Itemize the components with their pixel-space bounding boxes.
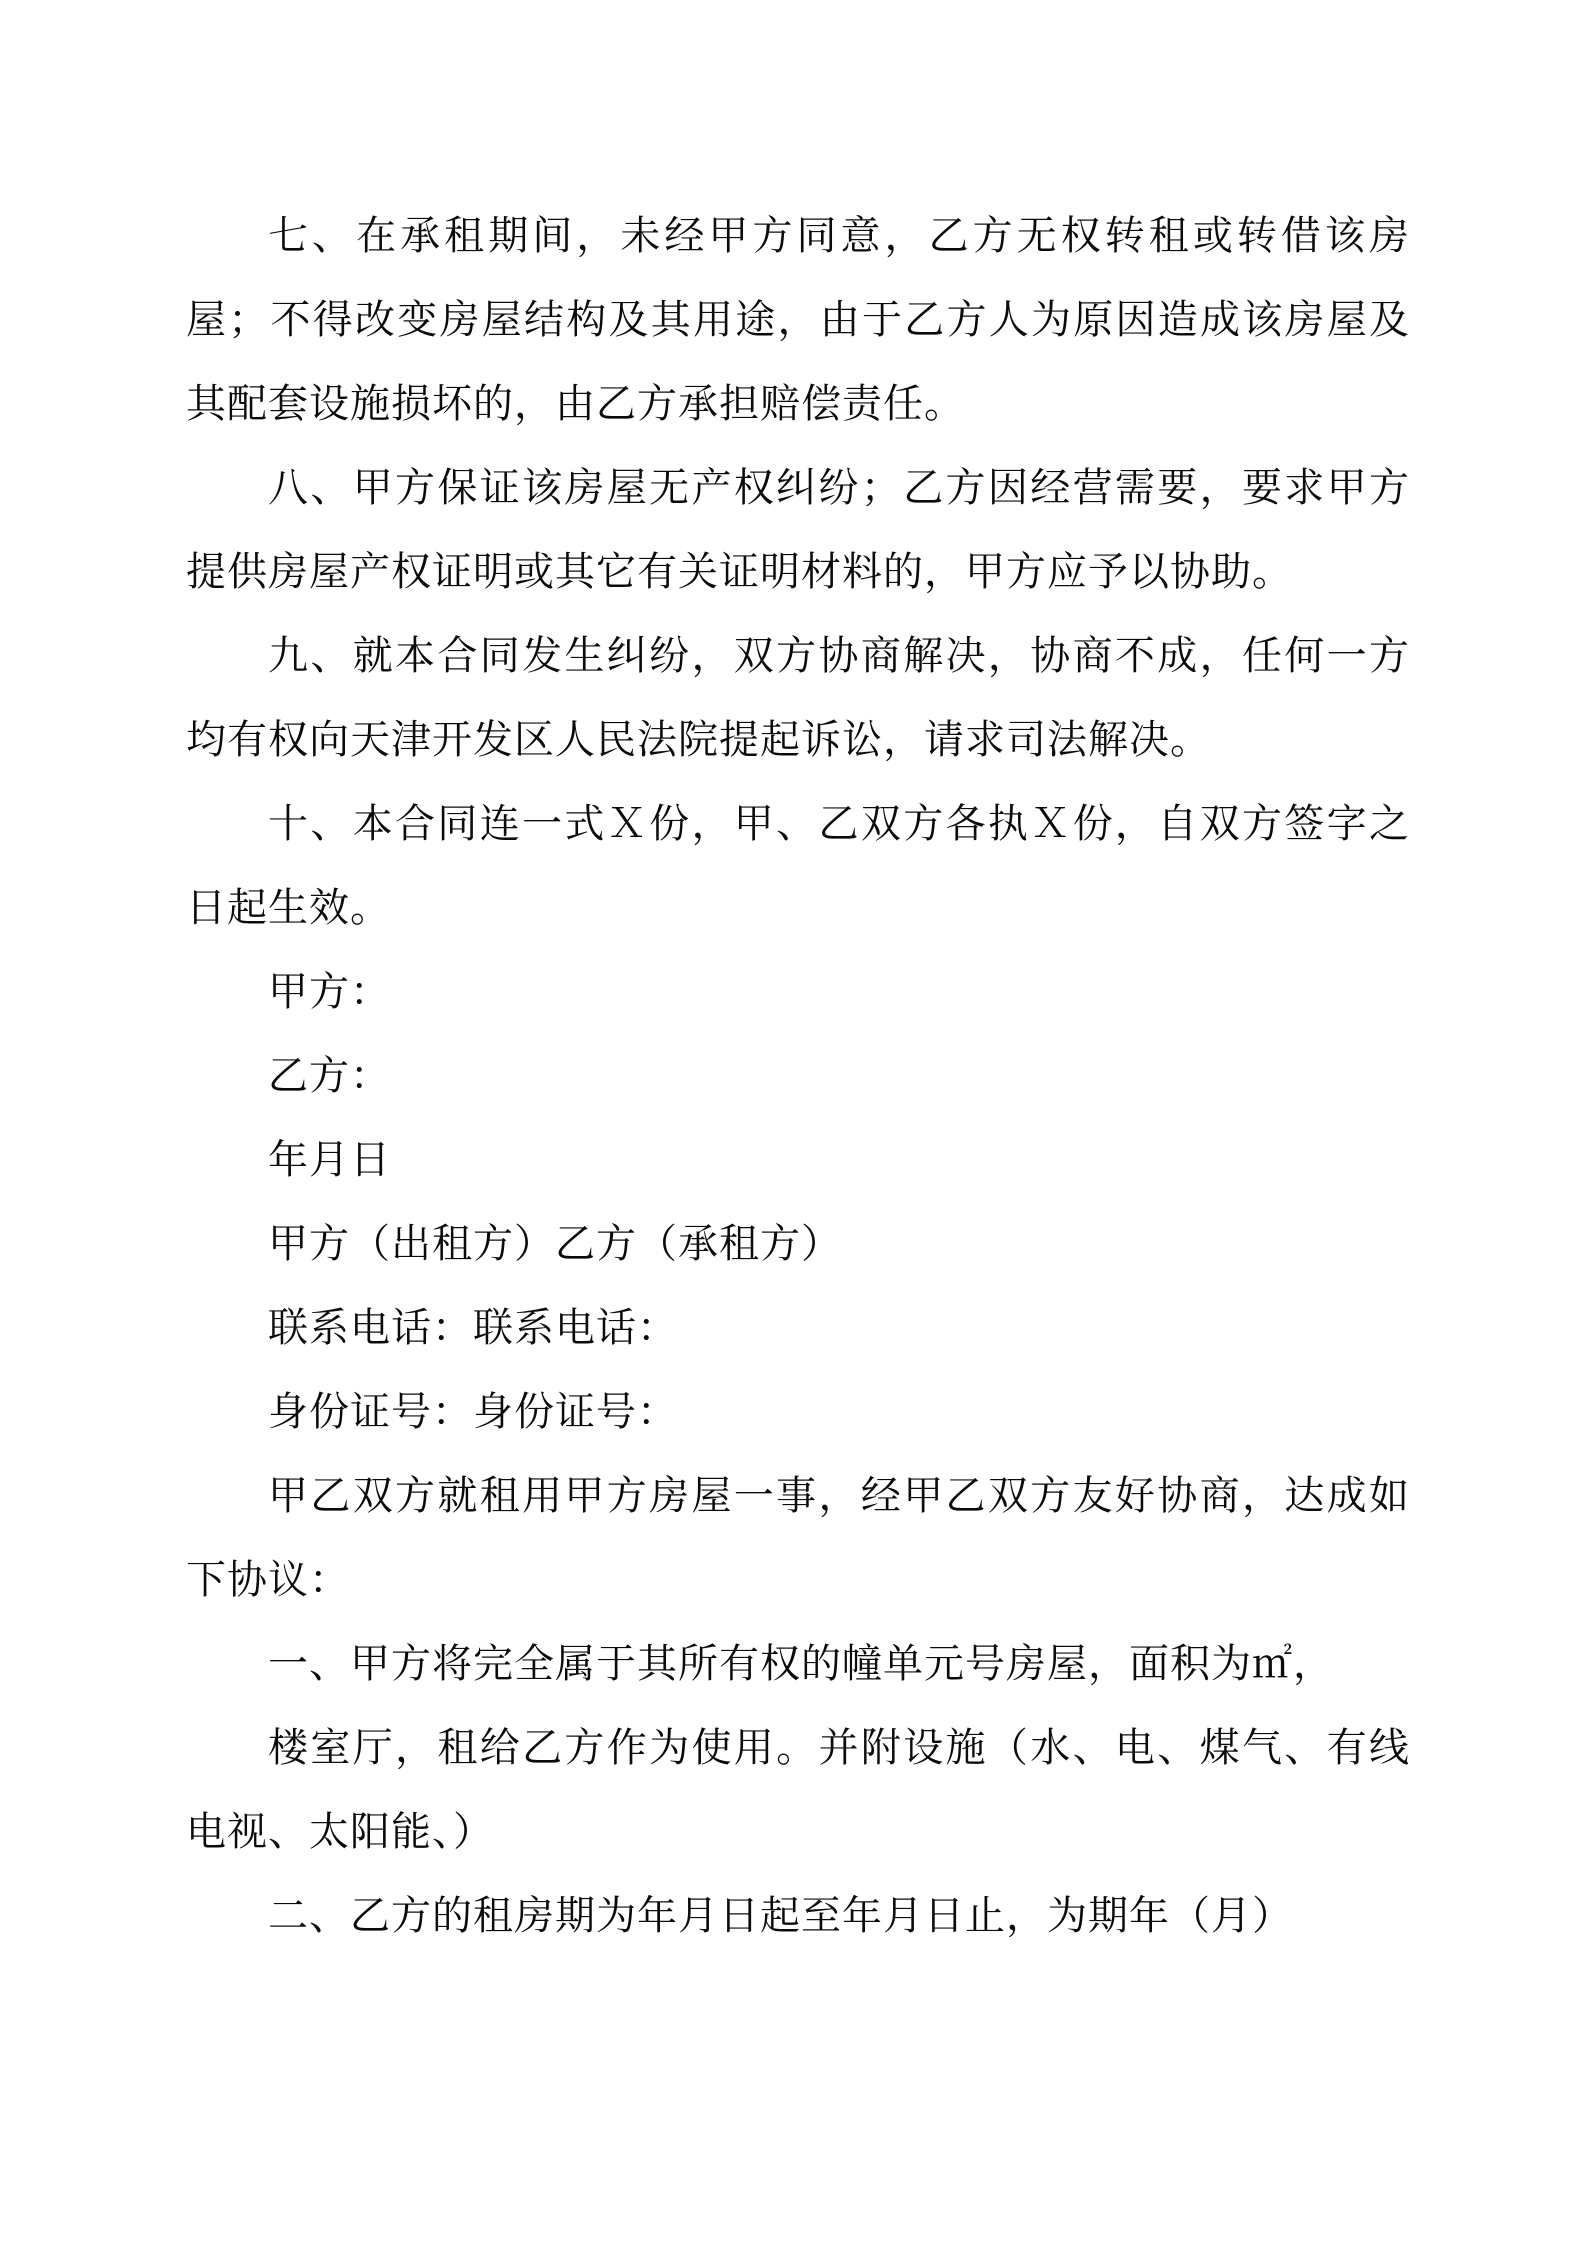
signing-date: 年月日 — [268, 1137, 391, 1183]
clause-9-dispute: 九、就本合同发生纠纷，双方协商解决，协商不成，任何一方均有权向天津开发区人民法院提起诉讼，请求司法解决。 — [186, 633, 1410, 763]
clause-2-term: 二、乙方的租房期为年月日起至年月日止，为期年（月） — [268, 1893, 1293, 1939]
clause-1-facilities: 楼室厅，租给乙方作为使用。并附设施（水、电、煤气、有线电视、太阳能、） — [186, 1725, 1410, 1855]
contact-phone: 联系电话：联系电话： — [268, 1305, 678, 1351]
clause-7-sublease: 七、在承租期间，未经甲方同意，乙方无权转租或转借该房屋；不得改变房屋结构及其用途，由于乙方人为原因造成该房屋及其配套设施损坏的，由乙方承担赔偿责任。 — [186, 213, 1410, 427]
clause-8-ownership: 八、甲方保证该房屋无产权纠纷；乙方因经营需要，要求甲方提供房屋产权证明或其它有关证明材料的，甲方应予以协助。 — [186, 465, 1410, 595]
document-body — [186, 194, 1410, 1958]
party-roles: 甲方（出租方）乙方（承租方） — [268, 1221, 842, 1267]
clause-10-copies: 十、本合同连一式Ｘ份，甲、乙双方各执Ｘ份，自双方签字之日起生效。 — [186, 801, 1410, 931]
party-b-signature: 乙方： — [268, 1053, 391, 1099]
clause-1-property: 一、甲方将完全属于其所有权的幢单元号房屋，面积为㎡， — [268, 1641, 1334, 1687]
agreement-preamble: 甲乙双方就租用甲方房屋一事，经甲乙双方友好协商，达成如下协议： — [186, 1473, 1410, 1603]
id-number: 身份证号：身份证号： — [268, 1389, 678, 1435]
party-a-signature: 甲方： — [268, 969, 391, 1015]
